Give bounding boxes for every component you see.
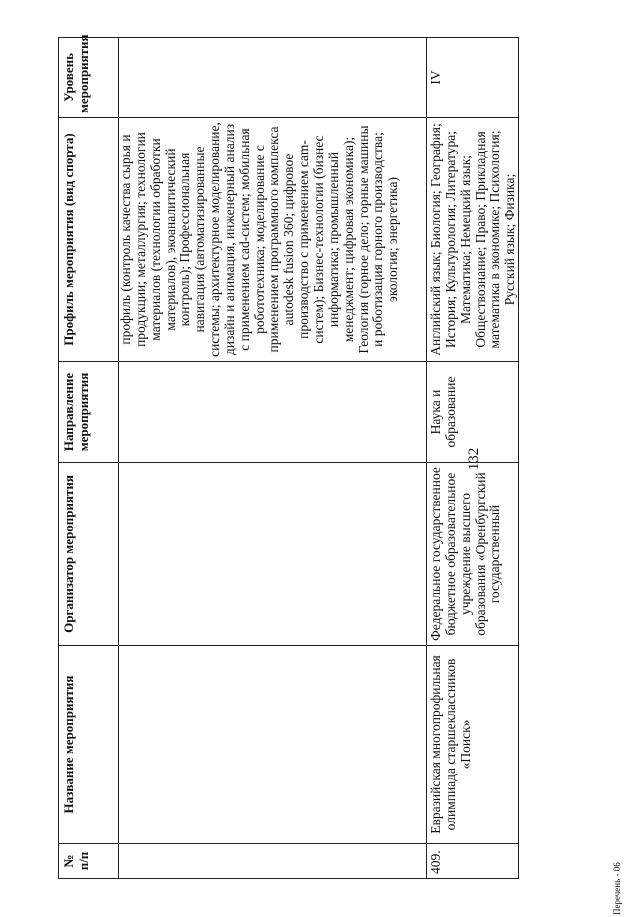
cell-direction: Наука и образование — [427, 362, 519, 463]
header-direction: Направление мероприятия — [59, 362, 119, 463]
cell-num — [119, 844, 427, 879]
cell-level: IV — [427, 38, 519, 118]
cell-num: 409. — [427, 844, 519, 879]
cell-name: Евразийская многопрофильная олимпиада старшеклассников «Поиск» — [427, 646, 519, 844]
header-num: № п/п — [59, 844, 119, 879]
cell-name — [119, 646, 427, 844]
cell-profile: Английский язык; Биология; География; История; Культурология; Литература; Математика; Немецкий язык; Обществознание; Право; Прикладная математика в экономике; Психология; Русский язык; Физика; — [427, 118, 519, 362]
page-number: 132 — [466, 447, 482, 471]
footer-code: Перечень - 06 — [612, 862, 622, 915]
table-row — [119, 38, 427, 879]
cell-organizer — [119, 463, 427, 646]
cell-direction — [119, 362, 427, 463]
table-header-row — [59, 38, 119, 879]
events-table — [58, 34, 519, 879]
header-organizer: Организатор мероприятия — [59, 463, 119, 646]
table-row — [427, 38, 519, 879]
cell-level — [119, 38, 427, 118]
cell-organizer: Федеральное государственное бюджетное образовательное учреждение высшего образования «Оренбургский государственный — [427, 463, 519, 646]
header-profile: Профиль мероприятия (вид спорта) — [59, 118, 119, 362]
cell-profile: профиль (контроль качества сырья и продукции; металлургия; технологии материалов (технологии обработки материалов), экоаналитический контроль); Профессиональная навигация (автоматизированные системы; архитектурное моделирование, дизайн и анимация, инженерный анализ с применением cad-систем; мобильная робототехника; моделирование с применением программного комплекса autodesk fusion 360; цифровое производство с применением cam-систем); Бизнес-технологии (бизнес информатика; промышленный менеджмент; цифровая экономика); Геология (горное дело; горные машины и роботизация горного производства; экология; энергетика) — [119, 118, 427, 362]
header-level: Уровень мероприятия — [59, 38, 119, 118]
header-name: Название мероприятия — [59, 646, 119, 844]
